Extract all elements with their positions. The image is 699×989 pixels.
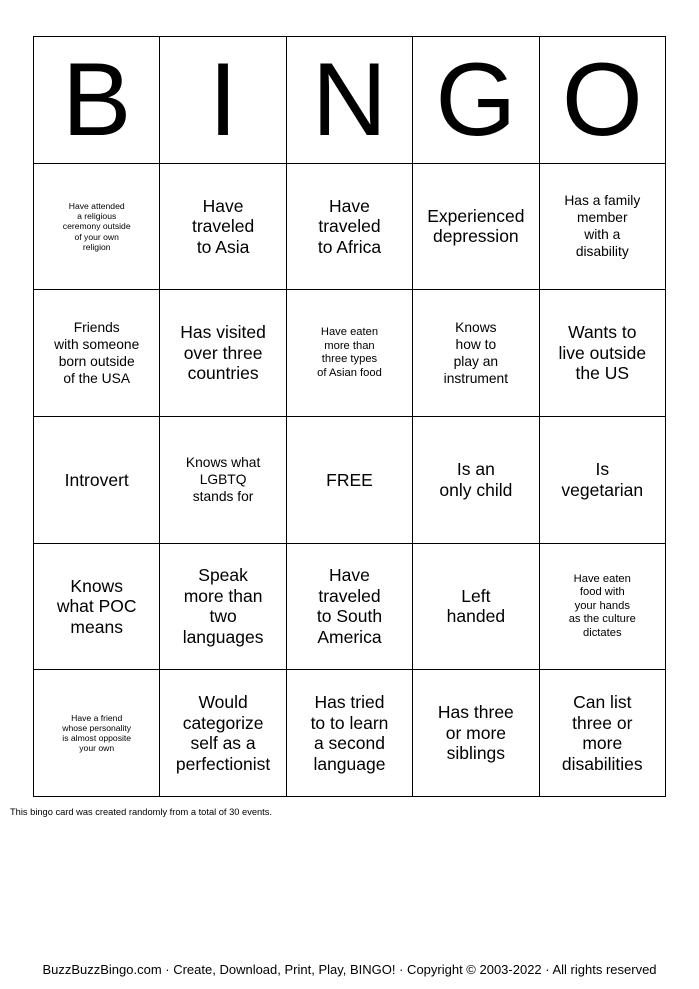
bingo-cell: Knows what POC means bbox=[34, 543, 160, 670]
free-space-cell: FREE bbox=[286, 416, 412, 543]
bingo-cell: Has visited over three countries bbox=[160, 290, 286, 417]
bingo-cell: Is an only child bbox=[413, 416, 539, 543]
bingo-row bbox=[34, 670, 666, 797]
bingo-row bbox=[34, 543, 666, 670]
bingo-cell: Introvert bbox=[34, 416, 160, 543]
bingo-cell: Can list three or more disabilities bbox=[539, 670, 665, 797]
bingo-cell: Have a friend whose personality is almost opposite your own bbox=[34, 670, 160, 797]
bingo-cell: Knows what LGBTQ stands for bbox=[160, 416, 286, 543]
bingo-cell: Is vegetarian bbox=[539, 416, 665, 543]
bingo-card bbox=[33, 36, 666, 797]
bingo-cell: Friends with someone born outside of the USA bbox=[34, 290, 160, 417]
bingo-cell: Have traveled to Asia bbox=[160, 163, 286, 290]
bingo-cell: Experienced depression bbox=[413, 163, 539, 290]
bingo-cell: Would categorize self as a perfectionist bbox=[160, 670, 286, 797]
bingo-cell: Have traveled to South America bbox=[286, 543, 412, 670]
header-letter-i: I bbox=[160, 37, 286, 164]
bingo-cell: Has a family member with a disability bbox=[539, 163, 665, 290]
bingo-cell: Speak more than two languages bbox=[160, 543, 286, 670]
bingo-row bbox=[34, 290, 666, 417]
bingo-cell: Have attended a religious ceremony outside of your own religion bbox=[34, 163, 160, 290]
header-letter-g: G bbox=[413, 37, 539, 164]
bingo-row bbox=[34, 416, 666, 543]
header-letter-o: O bbox=[539, 37, 665, 164]
header-letter-n: N bbox=[286, 37, 412, 164]
bingo-cell: Wants to live outside the US bbox=[539, 290, 665, 417]
card-generation-note: This bingo card was created randomly from a total of 30 events. bbox=[10, 807, 272, 817]
bingo-header-row bbox=[34, 37, 666, 164]
site-footer: BuzzBuzzBingo.com · Create, Download, Print, Play, BINGO! · Copyright © 2003-2022 · All rights reserved bbox=[42, 962, 657, 977]
bingo-cell: Left handed bbox=[413, 543, 539, 670]
bingo-cell: Have traveled to Africa bbox=[286, 163, 412, 290]
bingo-cell: Have eaten food with your hands as the culture dictates bbox=[539, 543, 665, 670]
bingo-row bbox=[34, 163, 666, 290]
bingo-cell: Has three or more siblings bbox=[413, 670, 539, 797]
bingo-cell: Have eaten more than three types of Asian food bbox=[286, 290, 412, 417]
header-letter-b: B bbox=[34, 37, 160, 164]
bingo-cell: Has tried to to learn a second language bbox=[286, 670, 412, 797]
bingo-cell: Knows how to play an instrument bbox=[413, 290, 539, 417]
